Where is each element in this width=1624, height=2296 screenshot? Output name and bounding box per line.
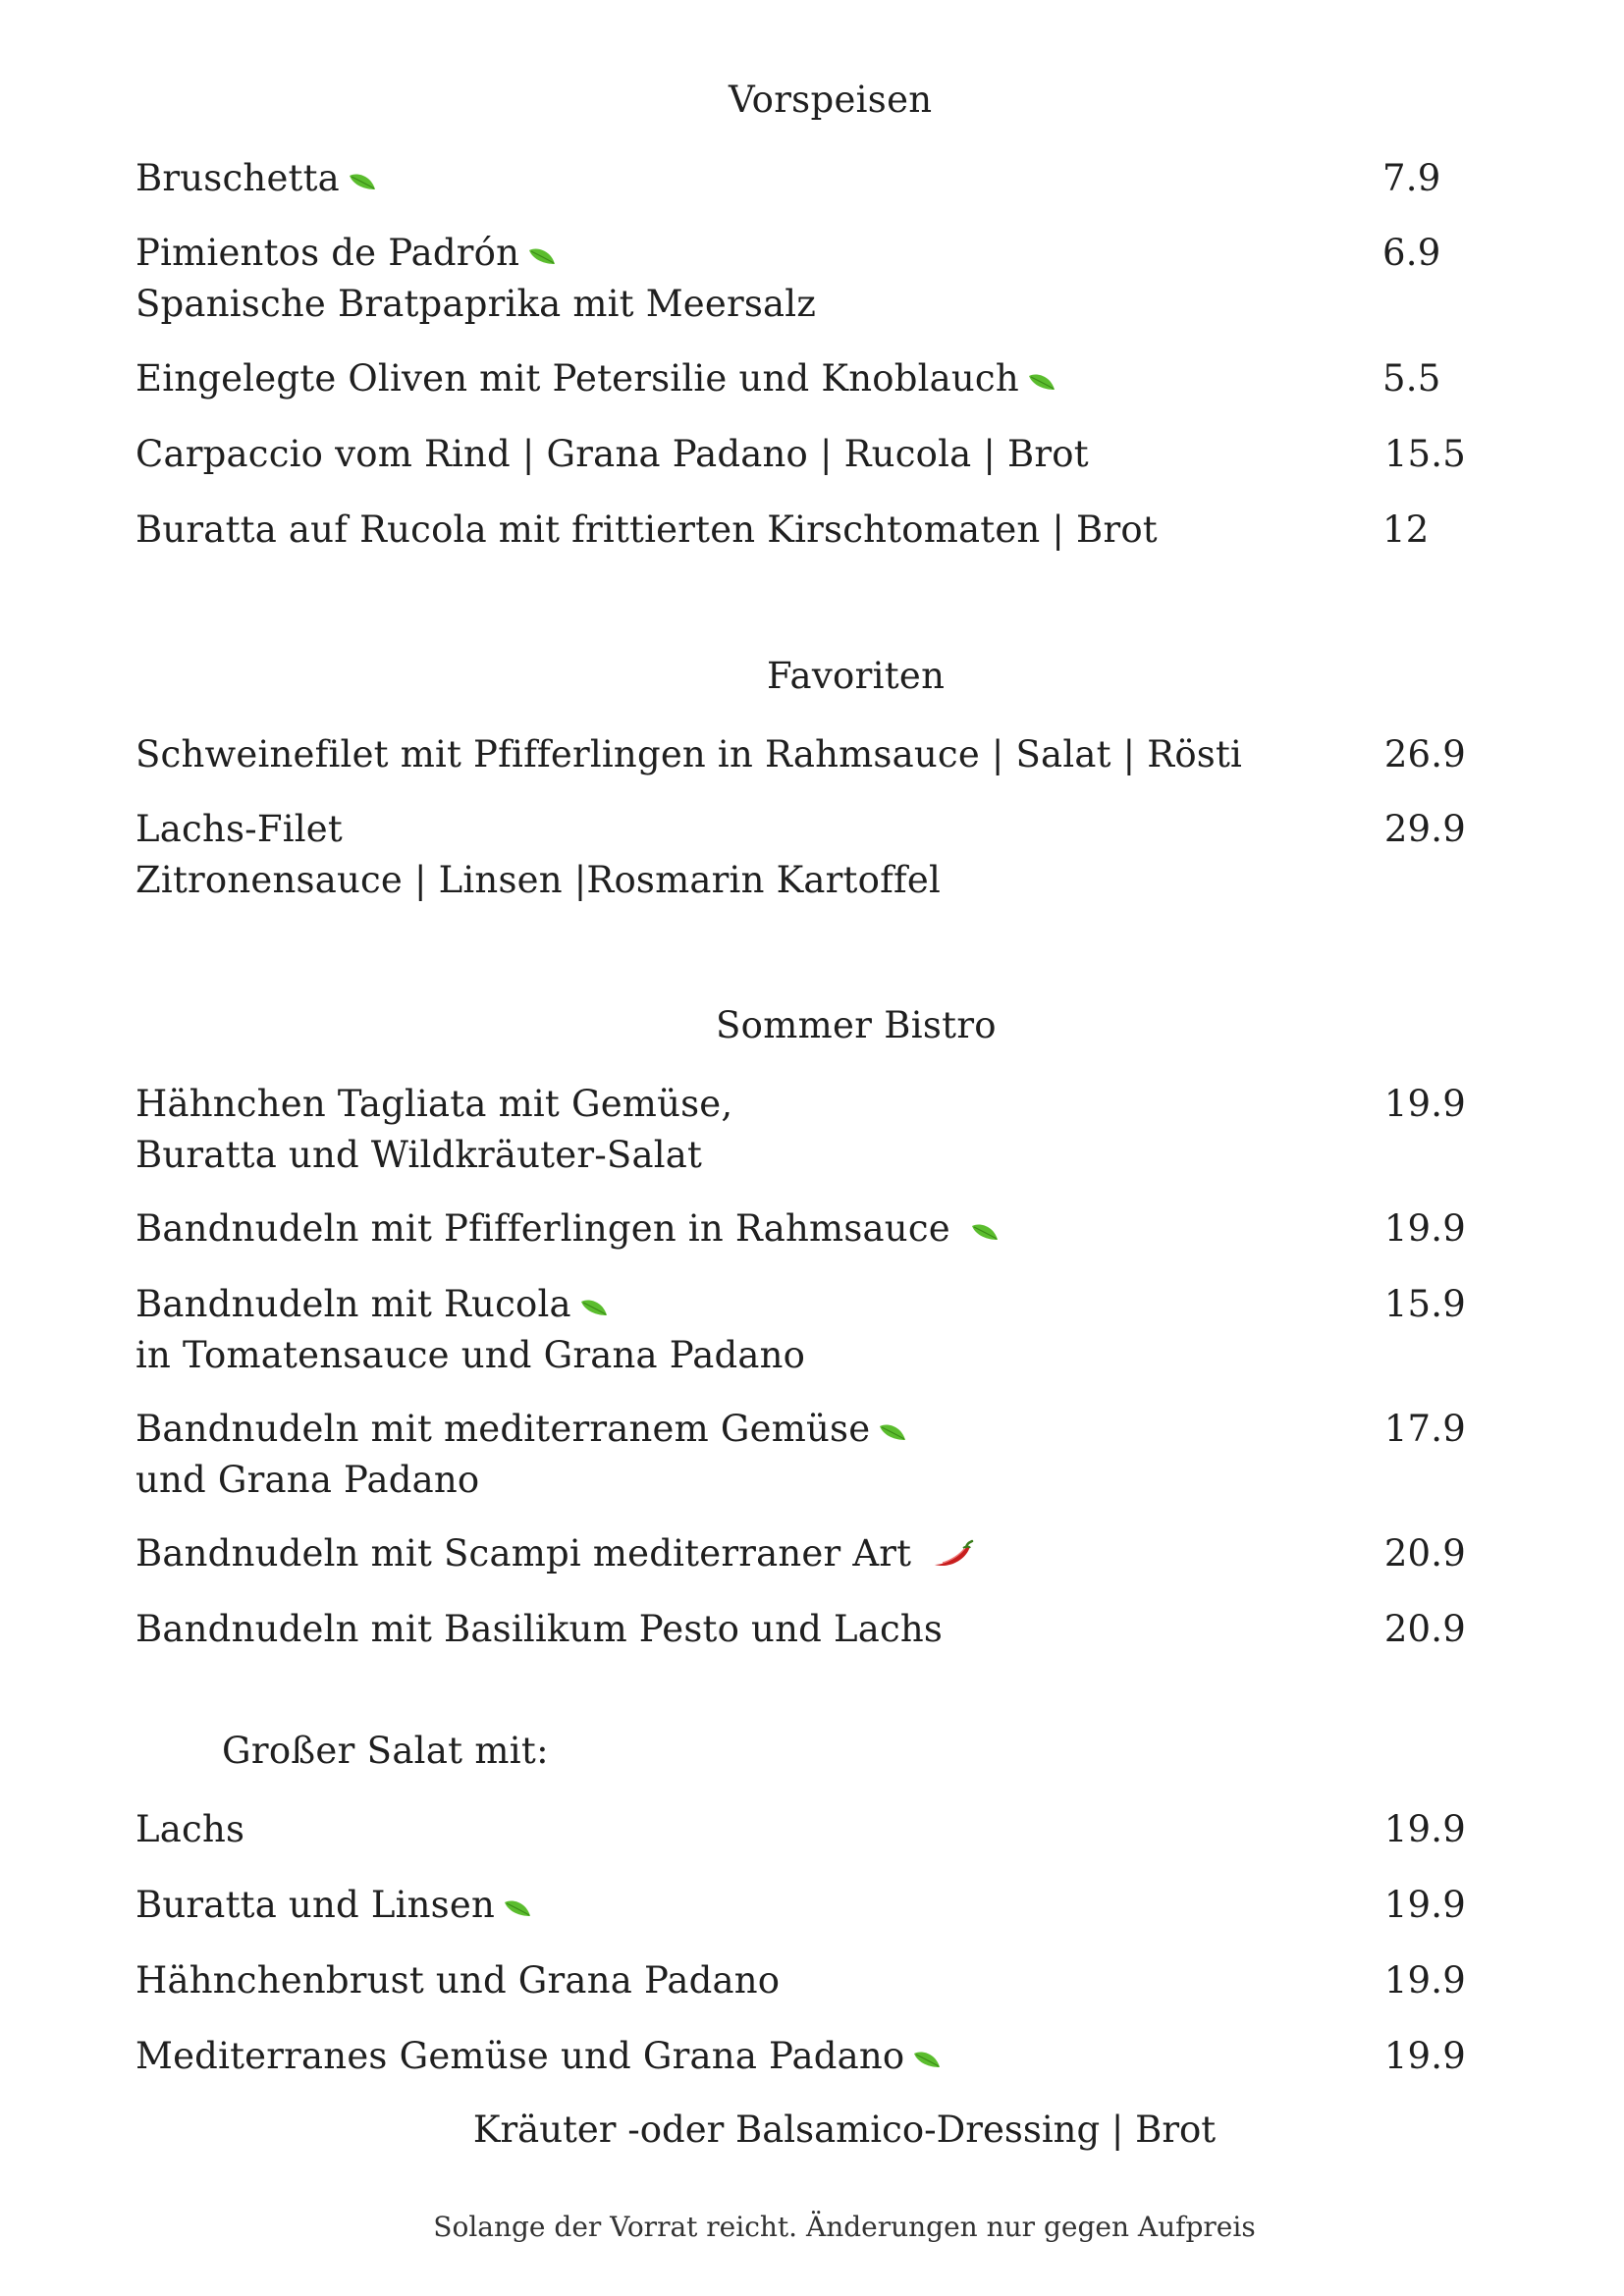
chili-icon	[931, 1531, 974, 1582]
item-price: 7.9	[1382, 157, 1441, 199]
item-description: Spanische Bratpaprika mit Meersalz	[135, 283, 817, 325]
item-price: 20.9	[1383, 1608, 1466, 1650]
leaf-icon	[970, 1206, 1000, 1257]
salad-dressing-note: Kräuter -oder Balsamico-Dressing | Brot	[472, 2109, 1217, 2151]
item-description: Buratta und Wildkräuter-Salat	[135, 1134, 703, 1176]
leaf-icon	[878, 1407, 907, 1458]
item-price: 26.9	[1383, 733, 1466, 775]
footer-note: Solange der Vorrat reicht. Änderungen nur gegen Aufpreis	[433, 2211, 1256, 2243]
item-price: 15.5	[1383, 433, 1466, 475]
item-name: Buratta auf Rucola mit frittierten Kirschtomaten | Brot	[135, 508, 1158, 551]
item-name: Hähnchen Tagliata mit Gemüse,	[135, 1083, 733, 1125]
leaf-icon	[503, 1883, 532, 1934]
item-name: Eingelegte Oliven mit Petersilie und Knoblauch	[135, 357, 1019, 400]
item-name: Hähnchenbrust und Grana Padano	[135, 1959, 781, 2002]
item-price: 17.9	[1383, 1408, 1466, 1450]
item-price: 19.9	[1383, 2035, 1466, 2077]
item-price: 12	[1382, 508, 1430, 551]
item-name: Bandnudeln mit Pfifferlingen in Rahmsauce	[135, 1207, 950, 1250]
item-name: Bandnudeln mit Basilikum Pesto und Lachs	[135, 1608, 944, 1650]
leaf-icon	[579, 1282, 609, 1333]
item-description: in Tomatensauce und Grana Padano	[135, 1334, 806, 1376]
section-title-salat: Großer Salat mit:	[222, 1730, 549, 1772]
item-name: Mediterranes Gemüse und Grana Padano	[135, 2035, 905, 2077]
leaf-icon	[348, 156, 377, 207]
item-price: 20.9	[1383, 1532, 1466, 1575]
item-price: 19.9	[1383, 1083, 1466, 1125]
section-title-vorspeisen: Vorspeisen	[729, 79, 933, 121]
item-price: 19.9	[1383, 1207, 1466, 1250]
item-name: Buratta und Linsen	[135, 1884, 495, 1926]
item-name: Schweinefilet mit Pfifferlingen in Rahmsauce | Salat | Rösti	[135, 733, 1243, 775]
item-name: Bandnudeln mit Rucola	[135, 1283, 571, 1325]
leaf-icon	[1027, 356, 1056, 407]
section-title-sommer-bistro: Sommer Bistro	[716, 1004, 997, 1046]
item-price: 6.9	[1382, 232, 1441, 274]
leaf-icon	[912, 2034, 942, 2085]
item-description: Zitronensauce | Linsen |Rosmarin Kartoffel	[135, 859, 942, 901]
item-name: Pimientos de Padrón	[135, 232, 520, 274]
section-title-favoriten: Favoriten	[767, 655, 946, 697]
item-name: Bandnudeln mit Scampi mediterraner Art	[135, 1532, 912, 1575]
item-name: Lachs	[135, 1808, 245, 1850]
item-name: Carpaccio vom Rind | Grana Padano | Rucola | Brot	[135, 433, 1089, 475]
leaf-icon	[527, 231, 557, 282]
item-price: 15.9	[1383, 1283, 1466, 1325]
item-name: Lachs-Filet	[135, 808, 343, 850]
item-name: Bandnudeln mit mediterranem Gemüse	[135, 1408, 871, 1450]
item-price: 19.9	[1383, 1959, 1466, 2002]
item-price: 19.9	[1383, 1808, 1466, 1850]
item-description: und Grana Padano	[135, 1459, 480, 1501]
item-price: 5.5	[1382, 357, 1441, 400]
item-price: 29.9	[1383, 808, 1466, 850]
item-name: Bruschetta	[135, 157, 340, 199]
item-price: 19.9	[1383, 1884, 1466, 1926]
